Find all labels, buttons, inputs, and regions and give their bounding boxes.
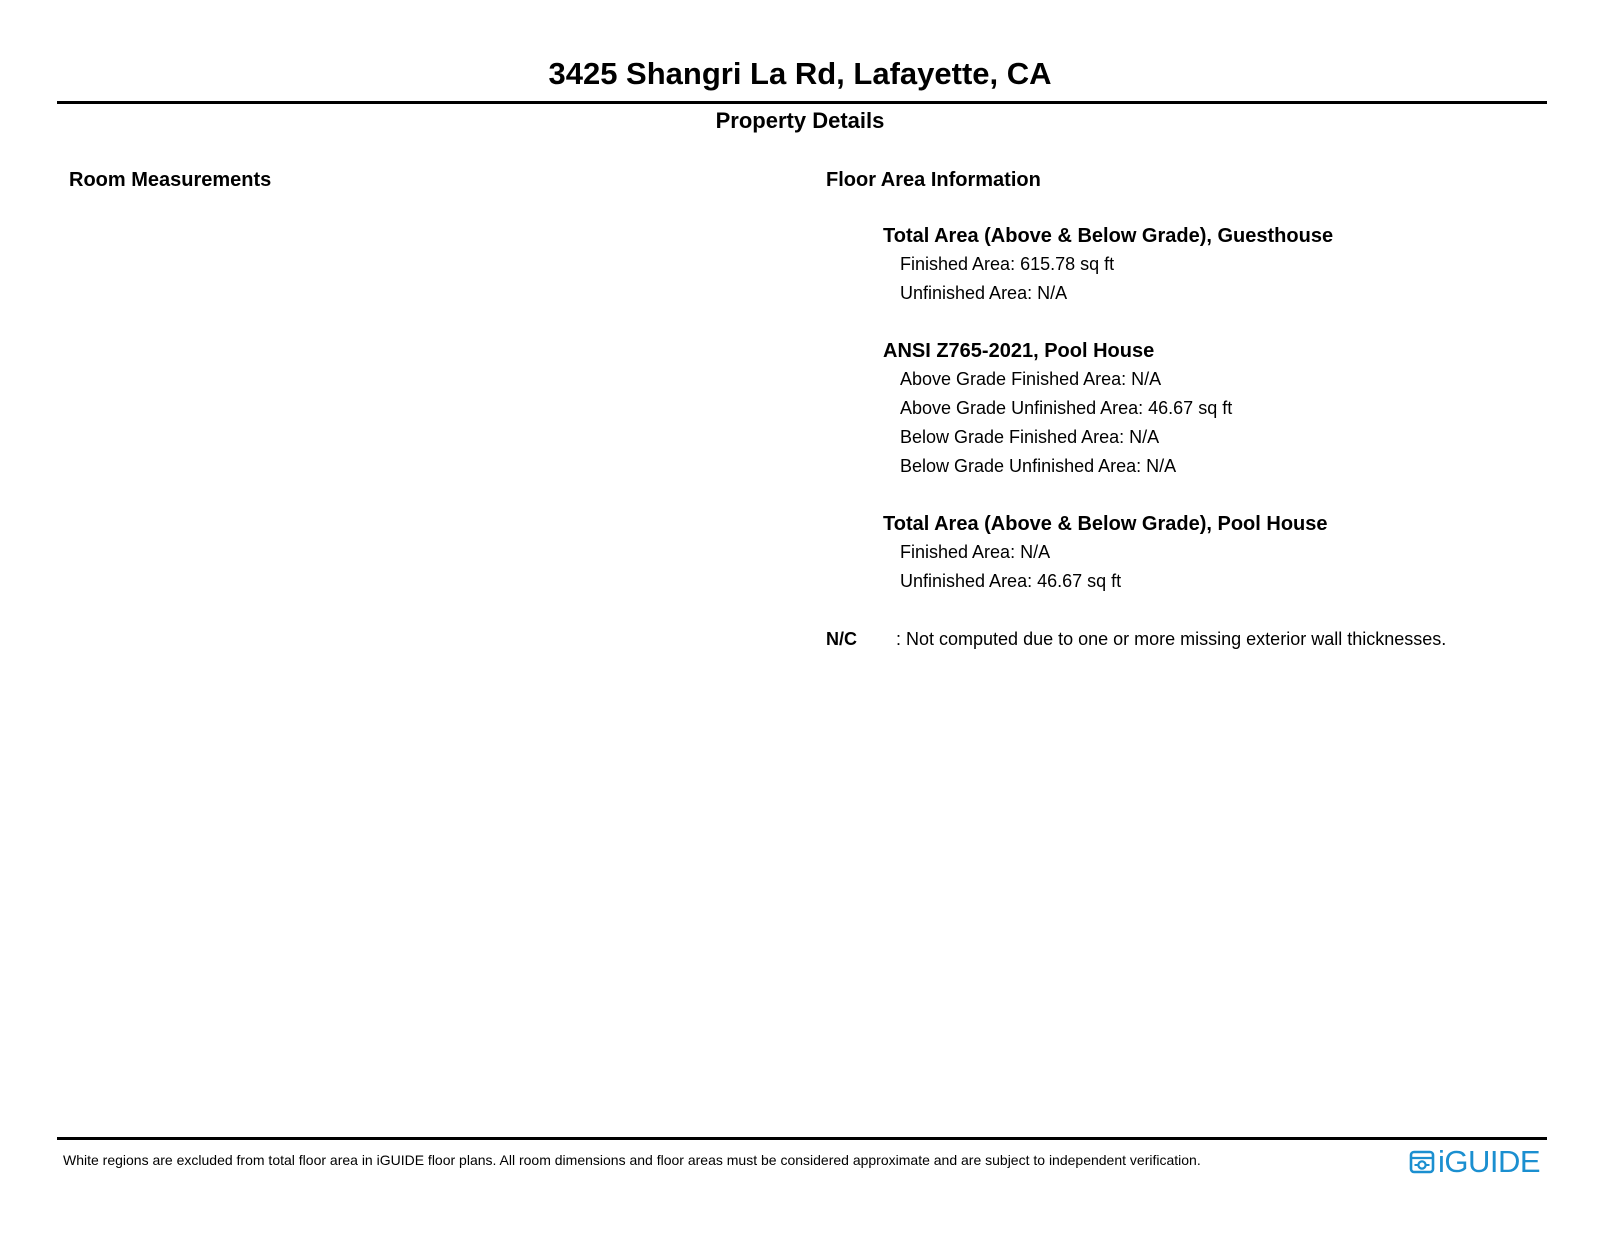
area-line: Above Grade Finished Area: N/A: [900, 369, 1162, 389]
room-measurements-heading: Room Measurements: [69, 169, 272, 191]
area-line: Finished Area: 615.78 sq ft: [900, 254, 1115, 274]
iguide-logo-icon: [1409, 1149, 1435, 1175]
nc-note-text: : Not computed due to one or more missing exterior wall thicknesses.: [896, 629, 1447, 649]
floor-area-section-guesthouse-total: [883, 224, 1333, 311]
section-title: Total Area (Above & Below Grade), Pool House: [883, 513, 1328, 535]
area-line: Below Grade Finished Area: N/A: [900, 427, 1160, 447]
footer-disclaimer: White regions are excluded from total floor area in iGUIDE floor plans. All room dimensions and floor areas must be considered approximate and are subject to independent verification.: [63, 1152, 1201, 1168]
page-title: 3425 Shangri La Rd, Lafayette, CA: [548, 56, 1052, 91]
section-title: ANSI Z765-2021, Pool House: [883, 340, 1155, 362]
floor-area-section-pool-house-total: [883, 512, 1328, 599]
area-line: Finished Area: N/A: [900, 542, 1051, 562]
footer-divider: [57, 1137, 1547, 1140]
page-subtitle: Property Details: [715, 108, 885, 133]
area-line: Unfinished Area: N/A: [900, 283, 1068, 303]
iguide-logo: [1409, 1144, 1541, 1179]
header-divider: [57, 101, 1547, 104]
area-line: Unfinished Area: 46.67 sq ft: [900, 571, 1122, 591]
iguide-logo-text: iGUIDE: [1438, 1144, 1541, 1179]
floor-area-section-pool-house-ansi: [883, 339, 1232, 484]
area-line: Below Grade Unfinished Area: N/A: [900, 456, 1177, 476]
section-title: Total Area (Above & Below Grade), Guesthouse: [883, 225, 1334, 247]
floor-area-heading: Floor Area Information: [826, 169, 1041, 191]
nc-note-key: N/C: [826, 629, 857, 649]
area-line: Above Grade Unfinished Area: 46.67 sq ft: [900, 398, 1233, 418]
